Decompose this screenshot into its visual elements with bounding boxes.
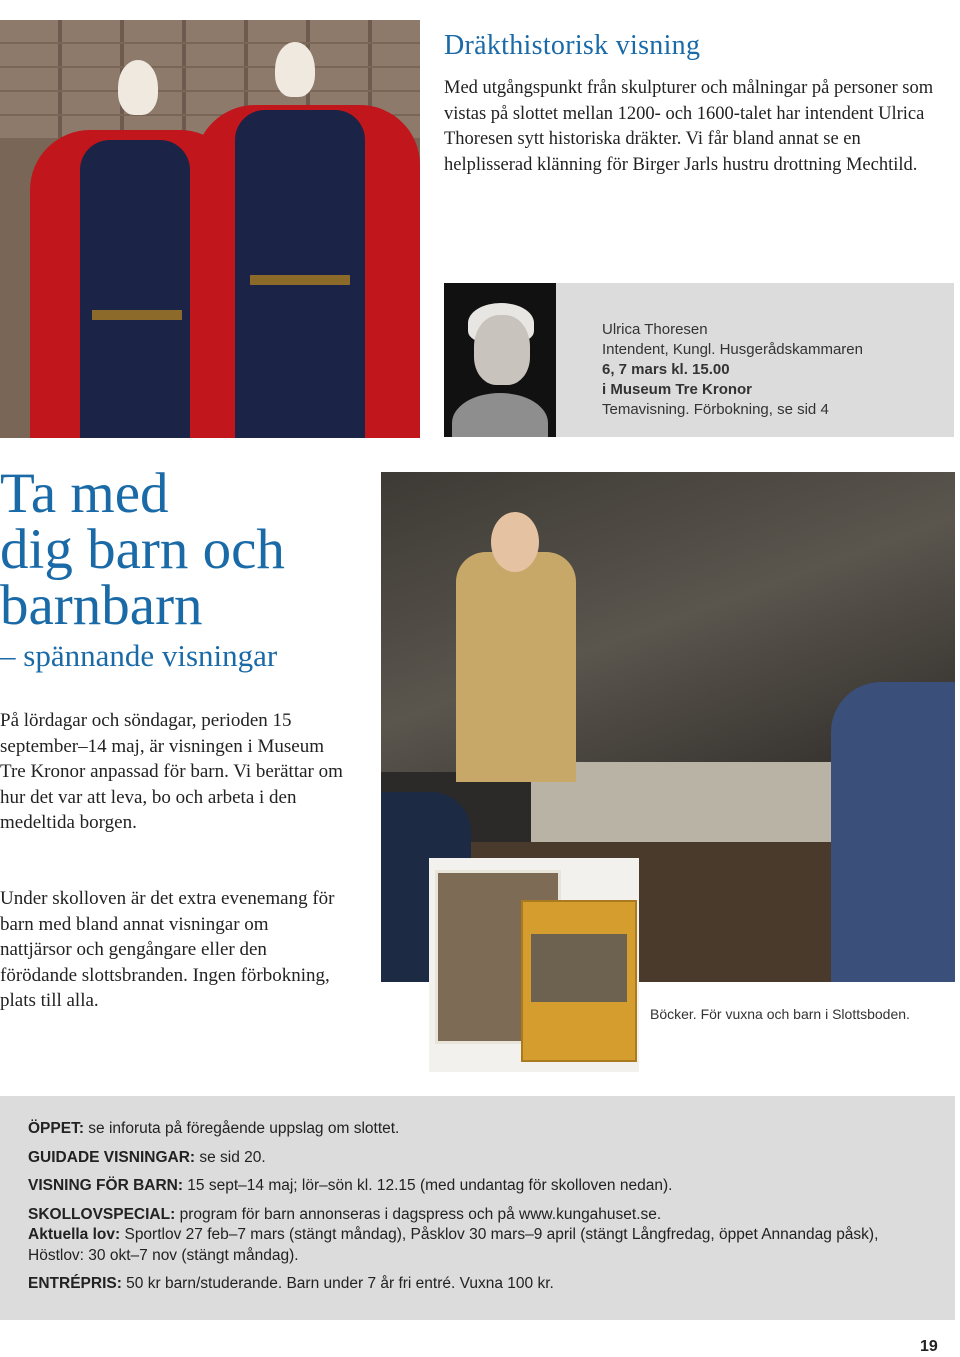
page-number: 19 — [920, 1338, 938, 1355]
costume-photo — [0, 20, 420, 438]
headline-line: dig barn och — [0, 518, 285, 581]
info-open: ÖPPET: se inforuta på föregående uppslag om slottet. — [28, 1120, 400, 1137]
event-note: Temavisning. Förbokning, se sid 4 — [602, 401, 829, 418]
subheading: – spännande visningar — [0, 638, 278, 673]
info-holiday: Aktuella lov: Sportlov 27 feb–7 mars (stängt måndag), Påsklov 30 mars–9 april (stängt Långfredag, öppet Annandag påsk), — [28, 1226, 879, 1243]
info-special: SKOLLOVSPECIAL: program för barn annonseras i dagspress och på www.kungahuset.se. — [28, 1205, 662, 1223]
info-kids: VISNING FÖR BARN: 15 sept–14 maj; lör–sön kl. 12.15 (med undantag för skolloven nedan). — [28, 1177, 673, 1194]
section-title: Dräkthistorisk visning — [444, 30, 701, 61]
headline — [0, 462, 285, 637]
presenter-portrait — [444, 283, 556, 437]
info-price: ENTRÉPRIS: 50 kr barn/studerande. Barn under 7 år fri entré. Vuxna 100 kr. — [28, 1275, 554, 1292]
event-datetime: 6, 7 mars kl. 15.00 — [602, 361, 730, 378]
body-paragraph-2: Under skolloven är det extra evenemang för barn med bland annat visningar om nattjärsor och gengångare eller den förödande slottsbranden. Ingen förbokning, plats till alla. — [0, 888, 335, 1011]
books-caption: Böcker. För vuxna och barn i Slottsboden. — [650, 1006, 910, 1022]
presenter-name: Ulrica Thoresen — [602, 321, 708, 338]
intro-paragraph: Med utgångspunkt från skulpturer och målningar på personer som vistas på slottet mellan 1200- och 1600-talet har intendent Ulrica Thoresen sytt historiska dräkter. Vi får bland annat se en helplisserad klänning för Birger Jarls hustru drottning Mechtild. — [444, 78, 934, 175]
info-lines — [28, 1119, 878, 1295]
presenter-info — [602, 320, 863, 420]
body-paragraph-1: På lördagar och söndagar, perioden 15 september–14 maj, är visningen i Museum Tre Kronor anpassad för barn. Vi berättar om hur det var att leva, bo och arbeta i den medeltida borgen. — [0, 710, 343, 833]
headline-line: Ta med — [0, 462, 169, 525]
presenter-role: Intendent, Kungl. Husgerådskammaren — [602, 341, 863, 358]
event-location: i Museum Tre Kronor — [602, 381, 753, 398]
info-guided: GUIDADE VISNINGAR: se sid 20. — [28, 1148, 266, 1166]
books-photo — [429, 858, 639, 1072]
headline-line: barnbarn — [0, 574, 203, 637]
info-holiday-2: Höstlov: 30 okt–7 nov (stängt måndag). — [28, 1246, 299, 1264]
